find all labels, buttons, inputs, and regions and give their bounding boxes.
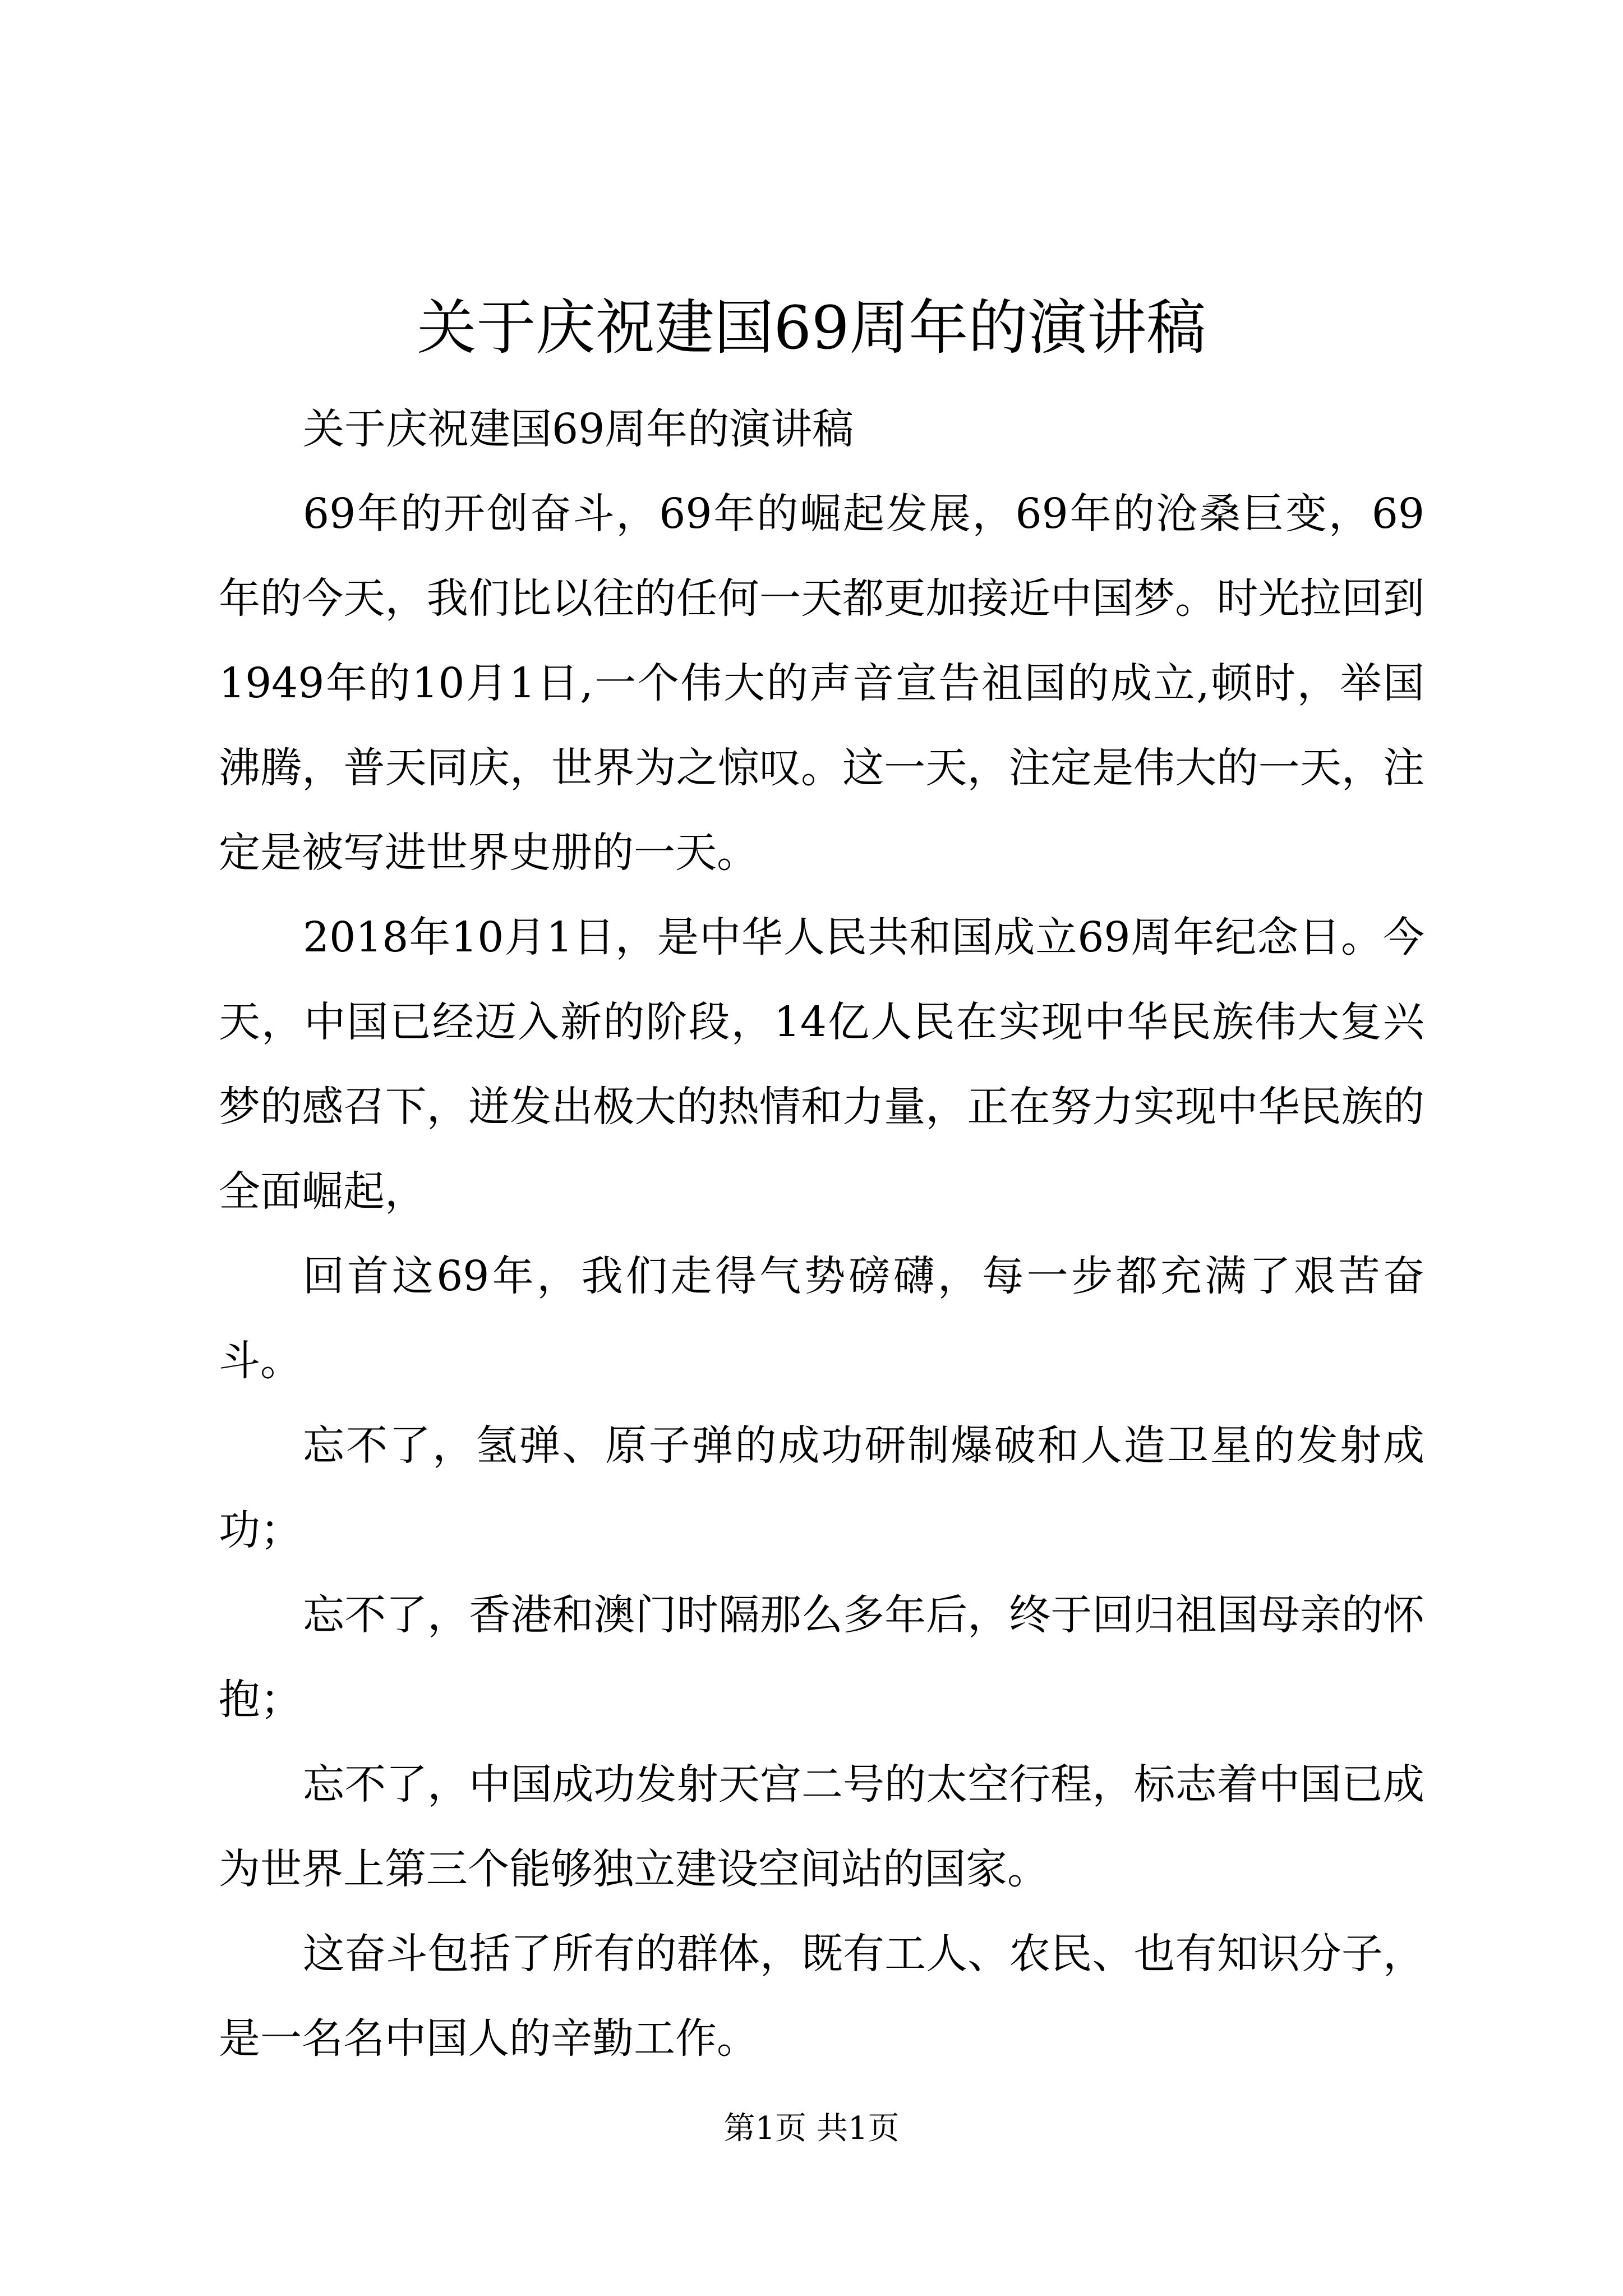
paragraph: 忘不了，氢弹、原子弹的成功研制爆破和人造卫星的发射成功； [219,1421,1424,1554]
document-title: 关于庆祝建国69周年的演讲稿 [417,293,1206,362]
document-body [219,387,1424,2081]
paragraph: 这奋斗包括了所有的群体，既有工人、农民、也有知识分子，是一名名中国人的辛勤工作。 [219,1930,1424,2063]
paragraph: 回首这69年，我们走得气势磅礴，每一步都充满了艰苦奋斗。 [219,1252,1424,1385]
paragraph: 忘不了，香港和澳门时隔那么多年后，终于回归祖国母亲的怀抱； [219,1591,1424,1724]
paragraph: 69年的开创奋斗，69年的崛起发展，69年的沧桑巨变，69年的今天，我们比以往的任何一天都更加接近中国梦。时光拉回到1949年的10月1日,一个伟大的声音宣告祖国的成立,顿时，举国沸腾，普天同庆，世界为之惊叹。这一天，注定是伟大的一天，注定是被写进世界史册的一天。 [219,490,1425,877]
paragraph: 2018年10月1日，是中华人民共和国成立69周年纪念日。今天，中国已经迈入新的阶段，14亿人民在实现中华民族伟大复兴梦的感召下，迸发出极大的热情和力量，正在努力实现中华民族的全面崛起， [219,913,1424,1216]
paragraph-subtitle: 关于庆祝建国69周年的演讲稿 [303,405,854,453]
paragraph: 忘不了，中国成功发射天宫二号的太空行程，标志着中国已成为世界上第三个能够独立建设空间站的国家。 [219,1760,1424,1893]
page-number-footer: 第1页 共1页 [723,2110,900,2147]
